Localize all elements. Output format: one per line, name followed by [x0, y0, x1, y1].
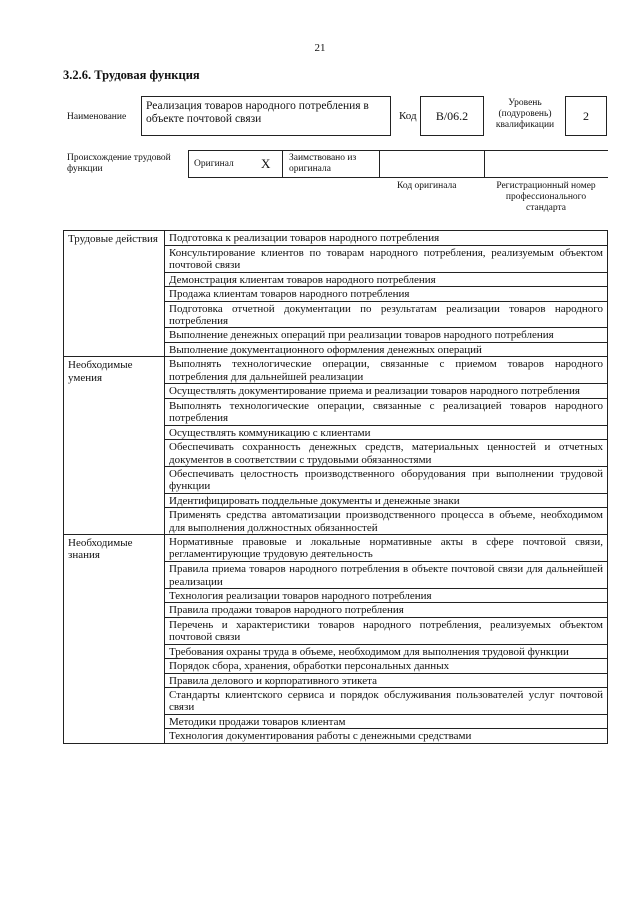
item-cell: Правила продажи товаров народного потребления: [165, 603, 608, 617]
table-row: [64, 231, 608, 246]
item-cell: Правила делового и корпоративного этикета: [165, 673, 608, 687]
page-number: 21: [314, 42, 326, 54]
item-cell: Подготовка отчетной документации по результатам реализации товаров народного потребления: [165, 301, 608, 328]
category-cell: [64, 589, 165, 603]
category-cell: [64, 644, 165, 658]
item-cell: Выполнение документационного оформления денежных операций: [165, 342, 608, 356]
item-cell: Подготовка к реализации товаров народного потребления: [165, 231, 608, 246]
item-cell: Правила приема товаров народного потребления в объекте почтовой связи для дальнейшей реализации: [165, 562, 608, 589]
category-cell: [64, 425, 165, 439]
table-row: [64, 245, 608, 272]
item-cell: Применять средства автоматизации производственного процесса в объеме, необходимом для выполнения должностных обязанностей: [165, 508, 608, 535]
category-cell: [64, 493, 165, 507]
category-cell: [64, 398, 165, 425]
category-cell: [64, 440, 165, 467]
origin-divider: [484, 150, 485, 178]
origin-row: [188, 150, 608, 178]
item-cell: Требования охраны труда в объеме, необходимом для выполнения трудовой функции: [165, 644, 608, 658]
table-row: [64, 440, 608, 467]
category-cell: Трудовые действия: [64, 231, 165, 246]
table-row: [64, 534, 608, 561]
item-cell: Консультирование клиентов по товарам народного потребления, реализуемым объектом почтовой связи: [165, 245, 608, 272]
item-cell: Технология документирования работы с денежными средствами: [165, 729, 608, 743]
category-cell: [64, 729, 165, 743]
table-row: [64, 493, 608, 507]
name-label: Наименование: [67, 112, 127, 122]
category-cell: [64, 287, 165, 301]
category-cell: [64, 659, 165, 673]
item-cell: Продажа клиентам товаров народного потребления: [165, 287, 608, 301]
table-row: [64, 589, 608, 603]
function-name: Реализация товаров народного потребления в объекте почтовой связи: [146, 100, 369, 125]
item-cell: Технология реализации товаров народного потребления: [165, 589, 608, 603]
borrowed-label: Заимствовано из оригинала: [289, 153, 357, 174]
table-row: [64, 562, 608, 589]
item-cell: Выполнять технологические операции, связанные с реализацией товаров народного потребления: [165, 398, 608, 425]
category-cell: [64, 384, 165, 398]
category-cell: [64, 687, 165, 714]
table-row: [64, 644, 608, 658]
table-row: [64, 398, 608, 425]
table-row: [64, 729, 608, 743]
table-row: [64, 357, 608, 384]
table-row: [64, 301, 608, 328]
origin-divider: [282, 150, 283, 178]
item-cell: Выполнять технологические операции, связанные с приемом товаров народного потребления для дальнейшей реализации: [165, 357, 608, 384]
category-cell: [64, 328, 165, 342]
origin-label: Происхождение трудовой функции: [67, 153, 171, 174]
category-cell: [64, 617, 165, 644]
table-row: [64, 673, 608, 687]
code-value: B/06.2: [435, 108, 469, 123]
table-row: [64, 466, 608, 493]
code-box: [420, 96, 484, 136]
category-cell: [64, 272, 165, 286]
reg-number-caption: Регистрационный номер профессионального стандарта: [496, 181, 596, 213]
item-cell: Демонстрация клиентам товаров народного потребления: [165, 272, 608, 286]
original-label: Оригинал: [194, 159, 234, 169]
category-cell: [64, 562, 165, 589]
table-row: [64, 287, 608, 301]
function-details-table: [63, 230, 608, 744]
category-cell: [64, 603, 165, 617]
item-cell: Осуществлять коммуникацию с клиентами: [165, 425, 608, 439]
table-row: [64, 272, 608, 286]
category-cell: Необходимые умения: [64, 357, 165, 384]
item-cell: Осуществлять документирование приема и реализации товаров народного потребления: [165, 384, 608, 398]
category-cell: [64, 508, 165, 535]
item-cell: Стандарты клиентского сервиса и порядок обслуживания пользователей услуг почтовой связи: [165, 687, 608, 714]
table-row: [64, 342, 608, 356]
section-heading: 3.2.6. Трудовая функция: [63, 68, 200, 82]
table-row: [64, 687, 608, 714]
item-cell: Нормативные правовые и локальные нормативные акты в сфере почтовой связи, регламентирующие трудовую деятельность: [165, 534, 608, 561]
category-cell: [64, 714, 165, 728]
item-cell: Перечень и характеристики товаров народного потребления, реализуемых объектом почтовой связи: [165, 617, 608, 644]
category-cell: [64, 301, 165, 328]
item-cell: Методики продажи товаров клиентам: [165, 714, 608, 728]
table-row: [64, 603, 608, 617]
category-cell: [64, 342, 165, 356]
category-cell: [64, 466, 165, 493]
item-cell: Порядок сбора, хранения, обработки персональных данных: [165, 659, 608, 673]
code-original-caption: Код оригинала: [397, 181, 457, 191]
table-row: [64, 425, 608, 439]
category-cell: [64, 673, 165, 687]
category-cell: Необходимые знания: [64, 534, 165, 561]
table-row: [64, 328, 608, 342]
item-cell: Обеспечивать сохранность денежных средств, материальных ценностей и отчетных документов в соответствии с трудовыми обязанностями: [165, 440, 608, 467]
origin-divider: [379, 150, 380, 178]
table-row: [64, 659, 608, 673]
item-cell: Идентифицировать поддельные документы и денежные знаки: [165, 493, 608, 507]
table-row: [64, 714, 608, 728]
table-row: [64, 384, 608, 398]
table-row: [64, 617, 608, 644]
table-row: [64, 508, 608, 535]
level-value: 2: [583, 108, 589, 123]
function-name-box: [141, 96, 391, 136]
code-label: Код: [399, 110, 417, 122]
level-label: Уровень (подуровень) квалификации: [495, 98, 555, 130]
item-cell: Обеспечивать целостность производственного оборудования при выполнении трудовой функции: [165, 466, 608, 493]
item-cell: Выполнение денежных операций при реализации товаров народного потребления: [165, 328, 608, 342]
original-mark: X: [261, 156, 271, 171]
level-box: [565, 96, 607, 136]
category-cell: [64, 245, 165, 272]
